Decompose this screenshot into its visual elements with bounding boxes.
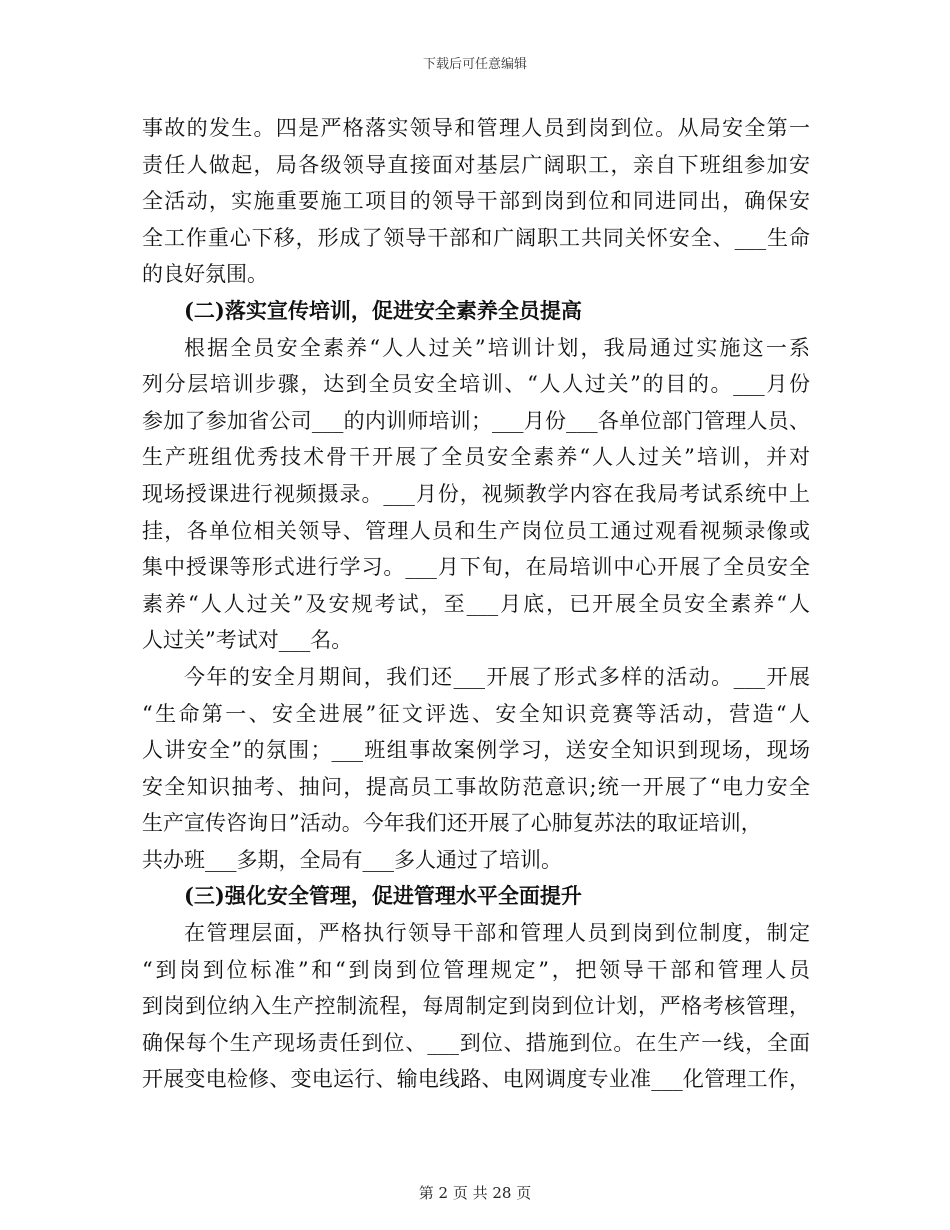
body-line: 生产宣传咨询日”活动。今年我们还开展了心肺复苏法的取证培训，: [142, 811, 762, 836]
body-line: 列分层培训步骤，达到全员安全培训、“人人过关”的目的。___月份: [142, 372, 810, 397]
body-line: 参加了参加省公司___的内训师培训；___月份___各单位部门管理人员、: [142, 408, 810, 433]
body-line: 人讲安全”的氛围；___班组事故案例学习，送安全知识到现场，现场: [142, 738, 810, 763]
body-line: 共办班___多期，全局有___多人通过了培训。: [142, 847, 562, 872]
body-line: “生命第一、安全进展”征文评选、安全知识竞赛等活动，营造“人: [142, 701, 810, 726]
body-line: 在管理层面，严格执行领导干部和管理人员到岗到位制度，制定: [184, 921, 810, 946]
page-header: 下载后可任意编辑: [422, 57, 527, 72]
body-line: 根据全员安全素养“人人过关”培训计划，我局通过实施这一系: [184, 335, 810, 360]
body-line: 安全知识抽考、抽问，提高员工事故防范意识;统一开展了“电力安全: [142, 774, 810, 799]
body-line: 今年的安全月期间，我们还___开展了形式多样的活动。___开展: [184, 664, 810, 689]
page-footer: 第 2 页 共 28 页: [418, 1184, 532, 1202]
body-line: 人过关”考试对___名。: [142, 628, 353, 653]
body-line: 挂，各单位相关领导、管理人员和生产岗位员工通过观看视频录像或: [142, 518, 810, 543]
body-line: “到岗到位标准”和“到岗到位管理规定”，把领导干部和管理人员: [142, 957, 810, 982]
section-heading: (三)强化安全管理，促进管理水平全面提升: [184, 883, 582, 909]
body-line: 责任人做起，局各级领导直接面对基层广阔职工，亲自下班组参加安: [142, 152, 810, 177]
body-line: 到岗到位纳入生产控制流程，每周制定到岗到位计划，严格考核管理，: [142, 994, 810, 1019]
body-line: 的良好氛围。: [142, 262, 268, 287]
section-heading: (二)落实宣传培训，促进安全素养全员提高: [184, 297, 582, 323]
body-line: 素养“人人过关”及安规考试，至___月底，已开展全员安全素养“人: [142, 591, 810, 616]
body-line: 确保每个生产现场责任到位、___到位、措施到位。在生产一线，全面: [142, 1030, 810, 1055]
body-line: 现场授课进行视频摄录。___月份，视频教学内容在我局考试系统中上: [142, 481, 810, 506]
body-line: 事故的发生。四是严格落实领导和管理人员到岗到位。从局安全第一: [142, 116, 810, 140]
document-body: [142, 110, 810, 1098]
body-line: 开展变电检修、变电运行、输电线路、电网调度专业准___化管理工作，: [142, 1067, 810, 1092]
body-line: 全工作重心下移，形成了领导干部和广阔职工共同关怀安全、___生命: [142, 225, 810, 250]
body-line: 集中授课等形式进行学习。___月下旬，在局培训中心开展了全员安全: [142, 555, 810, 580]
body-line: 生产班组优秀技术骨干开展了全员安全素养“人人过关”培训，并对: [142, 445, 810, 470]
body-line: 全活动，实施重要施工项目的领导干部到岗到位和同进同出，确保安: [142, 189, 810, 214]
